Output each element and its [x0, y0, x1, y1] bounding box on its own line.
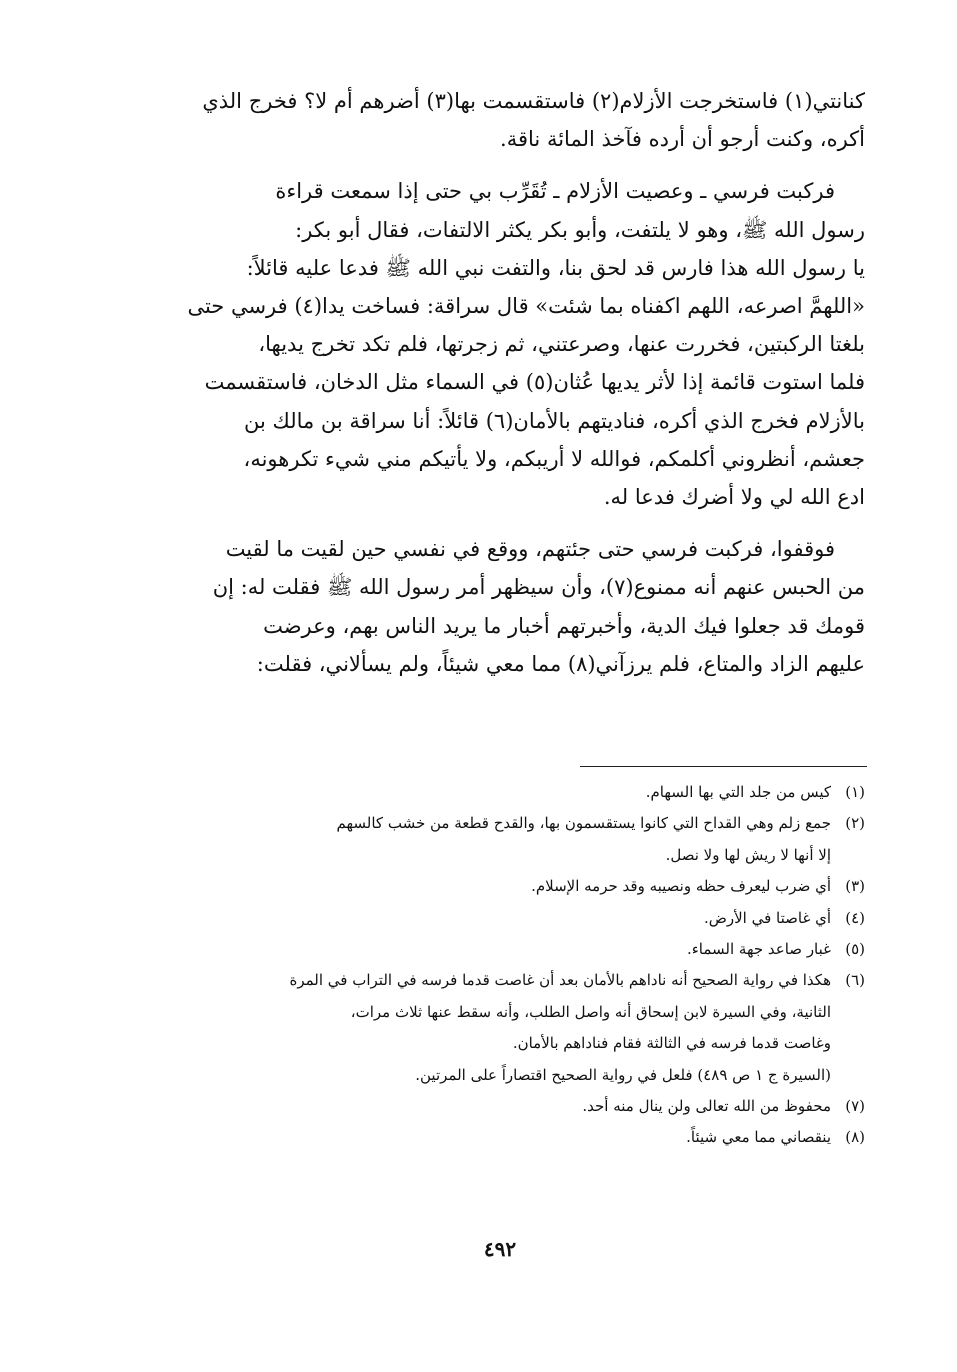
text-line: فركبت فرسي ـ وعصيت الأزلام ـ تُقَرِّب بي حتى إذا سمعت قراءة [275, 179, 835, 204]
footnote-number: (٨) [845, 1128, 865, 1147]
footnote-line: أي ضرب ليعرف حظه ونصيبه وقد حرمه الإسلام. [531, 877, 831, 896]
footnote-number: (١) [845, 783, 865, 801]
text-line: جعشم، أنظروني أكلمكم، فوالله لا أريبكم، ولا يأتيكم مني شيء تكرهونه، [243, 446, 865, 471]
text-line: فلما استوت قائمة إذا لأثر يديها عُثان(٥) في السماء مثل الدخان، فاستقسمت [204, 370, 865, 395]
footnote-number: (٧) [845, 1097, 865, 1116]
footnote-number: (٦) [845, 971, 865, 990]
text-line: بالأزلام فخرج الذي أكره، فناديتهم بالأمان(٦) قائلاً: أنا سراقة بن مالك بن [243, 408, 865, 433]
page-number: ٤٩٢ [483, 1237, 517, 1261]
footnote-text [145, 934, 831, 965]
footnote-line: محفوظ من الله تعالى ولن ينال منه أحد. [582, 1097, 831, 1116]
footnote-line: هكذا في رواية الصحيح أنه ناداهم بالأمان بعد أن غاصت قدما فرسه في التراب في المرة [289, 971, 831, 990]
text-line: ادع الله لي ولا أضرك فدعا له. [603, 485, 865, 510]
footnote-number: (٤) [845, 908, 865, 927]
text-line: «اللهمَّ اصرعه، اللهم اكفناه بما شئت» قال سراقة: فساخت يدا(٤) فرسي حتى [187, 294, 865, 319]
footnote-line: الثانية، وفي السيرة لابن إسحاق أنه واصل الطلب، وأنه سقط عنها ثلاث مرات، [350, 1002, 831, 1021]
footnote-7 [145, 1091, 865, 1122]
text-line: رسول الله ﷺ، وهو لا يلتفت، وأبو بكر يكثر الالتفات، فقال أبو بكر: [295, 217, 865, 242]
footnote-text [145, 1122, 831, 1153]
main-text [140, 82, 865, 683]
footnote-text [145, 903, 831, 934]
footnote-number: (٥) [845, 940, 865, 959]
text-line: قومك قد جعلوا فيك الدية، وأخبرتهم أخبار ما يريد الناس بهم، وعرضت [263, 613, 865, 638]
text-line: يا رسول الله هذا فارس قد لحق بنا، والتفت نبي الله ﷺ فدعا عليه قائلاً: [246, 255, 865, 280]
footnote-number: (٢) [845, 814, 865, 833]
footnote-line: جمع زلم وهي القداح التي كانوا يستقسمون بها، والقدح قطعة من خشب كالسهم [336, 814, 831, 833]
footnote-line: إلا أنها لا ريش لها ولا نصل. [665, 845, 831, 864]
footnotes [145, 777, 865, 1154]
footnote-line: وغاصت قدما فرسه في الثالثة فقام فناداهم بالأمان. [512, 1034, 831, 1053]
footnote-text [145, 871, 831, 902]
footnote-3 [145, 871, 865, 902]
text-line: كنانتي(١) فاستخرجت الأزلام(٢) فاستقسمت بها(٣) أضرهم أم لا؟ فخرج الذي [202, 89, 865, 113]
text-line: أكره، وكنت أرجو أن أرده فآخذ المائة ناقة. [500, 127, 865, 152]
footnote-4 [145, 903, 865, 934]
footnote-1 [145, 777, 865, 808]
text-line: من الحبس عنهم أنه ممنوع(٧)، وأن سيظهر أمر رسول الله ﷺ فقلت له: إن [212, 575, 865, 600]
footnote-8 [145, 1122, 865, 1153]
footnote-line: ينقصاني مما معي شيئاً. [686, 1128, 831, 1147]
text-line: بلغتا الركبتين، فخررت عنها، وصرعتني، ثم زجرتها، فلم تكد تخرج يديها، [258, 332, 865, 357]
footnote-line: أي غاصتا في الأرض. [703, 908, 831, 927]
footnote-5 [145, 934, 865, 965]
footnote-line: غبار صاعد جهة السماء. [686, 940, 831, 959]
footnote-separator [580, 766, 867, 767]
footnote-text [145, 965, 831, 1091]
footnote-line: (السيرة ج ١ ص ٤٨٩) فلعل في رواية الصحيح اقتصاراً على المرتين. [415, 1065, 831, 1084]
footnote-text [145, 1091, 831, 1122]
footnote-2 [145, 808, 865, 871]
text-line: فوقفوا، فركبت فرسي حتى جئتهم، ووقع في نفسي حين لقيت ما لقيت [225, 537, 835, 562]
footnote-text [145, 808, 831, 871]
footnote-6 [145, 965, 865, 1091]
footnote-number: (٣) [845, 877, 865, 896]
footnote-line: كيس من جلد التي بها السهام. [645, 783, 831, 801]
footnote-text [145, 777, 831, 808]
text-line: عليهم الزاد والمتاع، فلم يرزآني(٨) مما معي شيئاً، ولم يسألاني، فقلت: [256, 651, 865, 676]
